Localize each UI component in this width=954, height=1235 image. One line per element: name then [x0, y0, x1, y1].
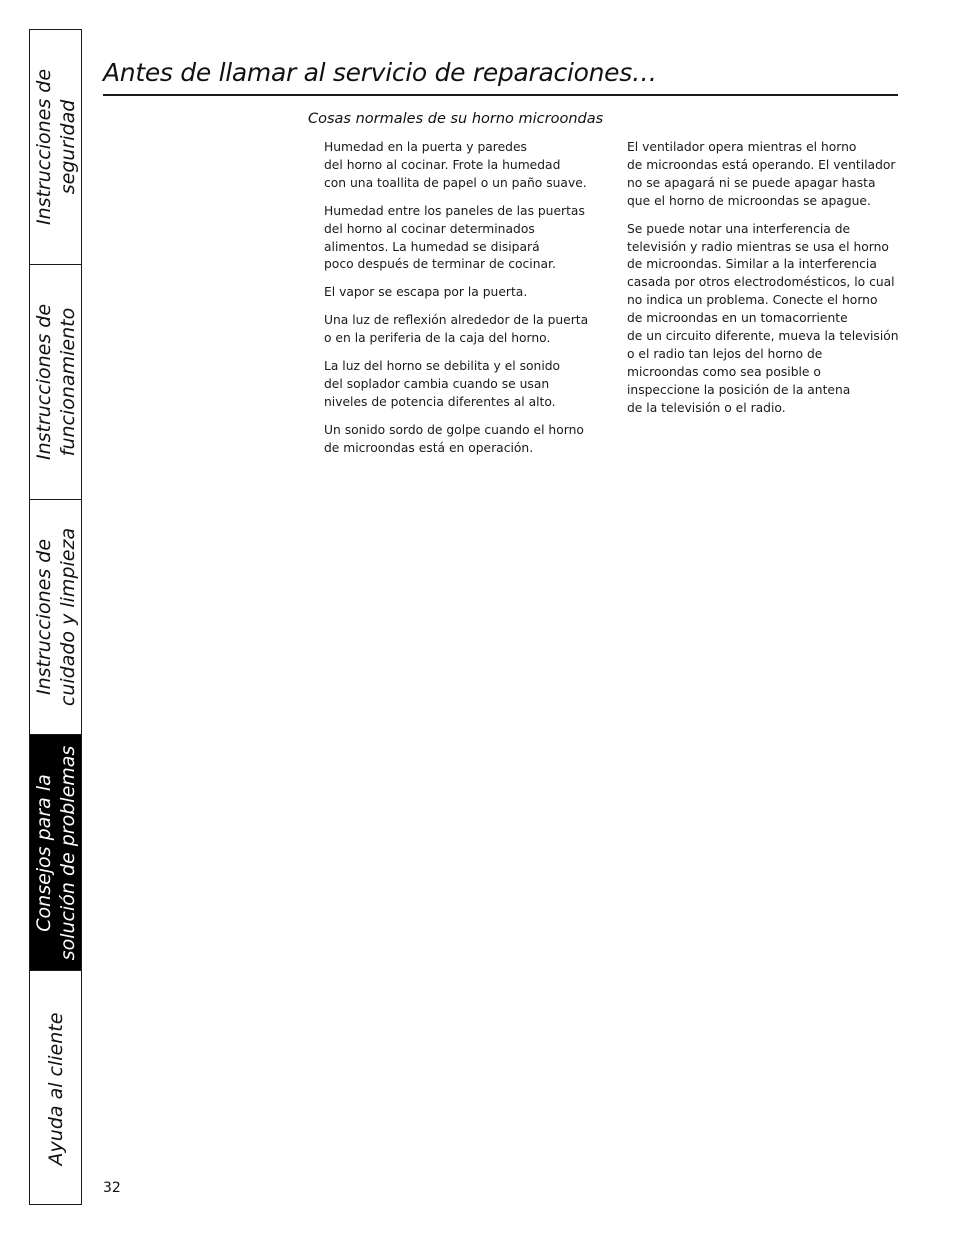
tab-customer-service[interactable]: [30, 971, 81, 1206]
normal-condition-item: Se puede notar una interferencia de televisión y radio mientras se usa el horno de microondas. Similar a la interferencia casada por otros electrodomésticos, lo cual no indica un problema. Conecte el horno de microondas en un tomacorriente de un circuito diferente, mueva la televisión o el radio tan lejos del horno de microondas como sea posible o inspeccione la posición de la antena de la televisión o el radio.: [627, 221, 899, 415]
tab-label: Instrucciones de funcionamiento: [32, 303, 79, 461]
normal-condition-item: El ventilador opera mientras el horno de microondas está operando. El ventilador no se apagará ni se puede apagar hasta que el horno de microondas se apague.: [627, 140, 896, 208]
page-title: Antes de llamar al servicio de reparaciones…: [103, 58, 657, 87]
normal-condition-item: Humedad en la puerta y paredes del horno al cocinar. Frote la humedad con una toallita de papel o un paño suave.: [324, 140, 587, 190]
tab-label: Instrucciones de cuidado y limpieza: [32, 527, 79, 707]
section-sidebar: [29, 29, 82, 1205]
normal-condition-item: Humedad entre los paneles de las puertas del horno al cocinar determinados alimentos. La humedad se disipará poco después de terminar de cocinar.: [324, 203, 585, 272]
tab-label: Instrucciones de seguridad: [32, 68, 79, 226]
right-column: [627, 139, 912, 428]
tab-troubleshooting-tips[interactable]: [30, 735, 81, 971]
tab-operating-instructions[interactable]: [30, 265, 81, 500]
normal-condition-item: Una luz de reflexión alrededor de la puerta o en la periferia de la caja del horno.: [324, 313, 589, 346]
title-divider: [103, 94, 898, 96]
tab-safety-instructions[interactable]: [30, 30, 81, 265]
page-number: 32: [103, 1180, 121, 1196]
left-column: [324, 139, 599, 468]
tab-care-and-cleaning[interactable]: [30, 500, 81, 735]
tab-label: Consejos para la solución de problemas: [32, 745, 79, 960]
section-subheading: Cosas normales de su horno microondas: [308, 111, 604, 127]
normal-condition-item: El vapor se escapa por la puerta.: [324, 285, 528, 300]
normal-condition-item: La luz del horno se debilita y el sonido del soplador cambia cuando se usan niveles de potencia diferentes al alto.: [324, 359, 561, 409]
normal-condition-item: Un sonido sordo de golpe cuando el horno de microondas está en operación.: [324, 422, 584, 455]
tab-label: Ayuda al cliente: [44, 1012, 67, 1165]
